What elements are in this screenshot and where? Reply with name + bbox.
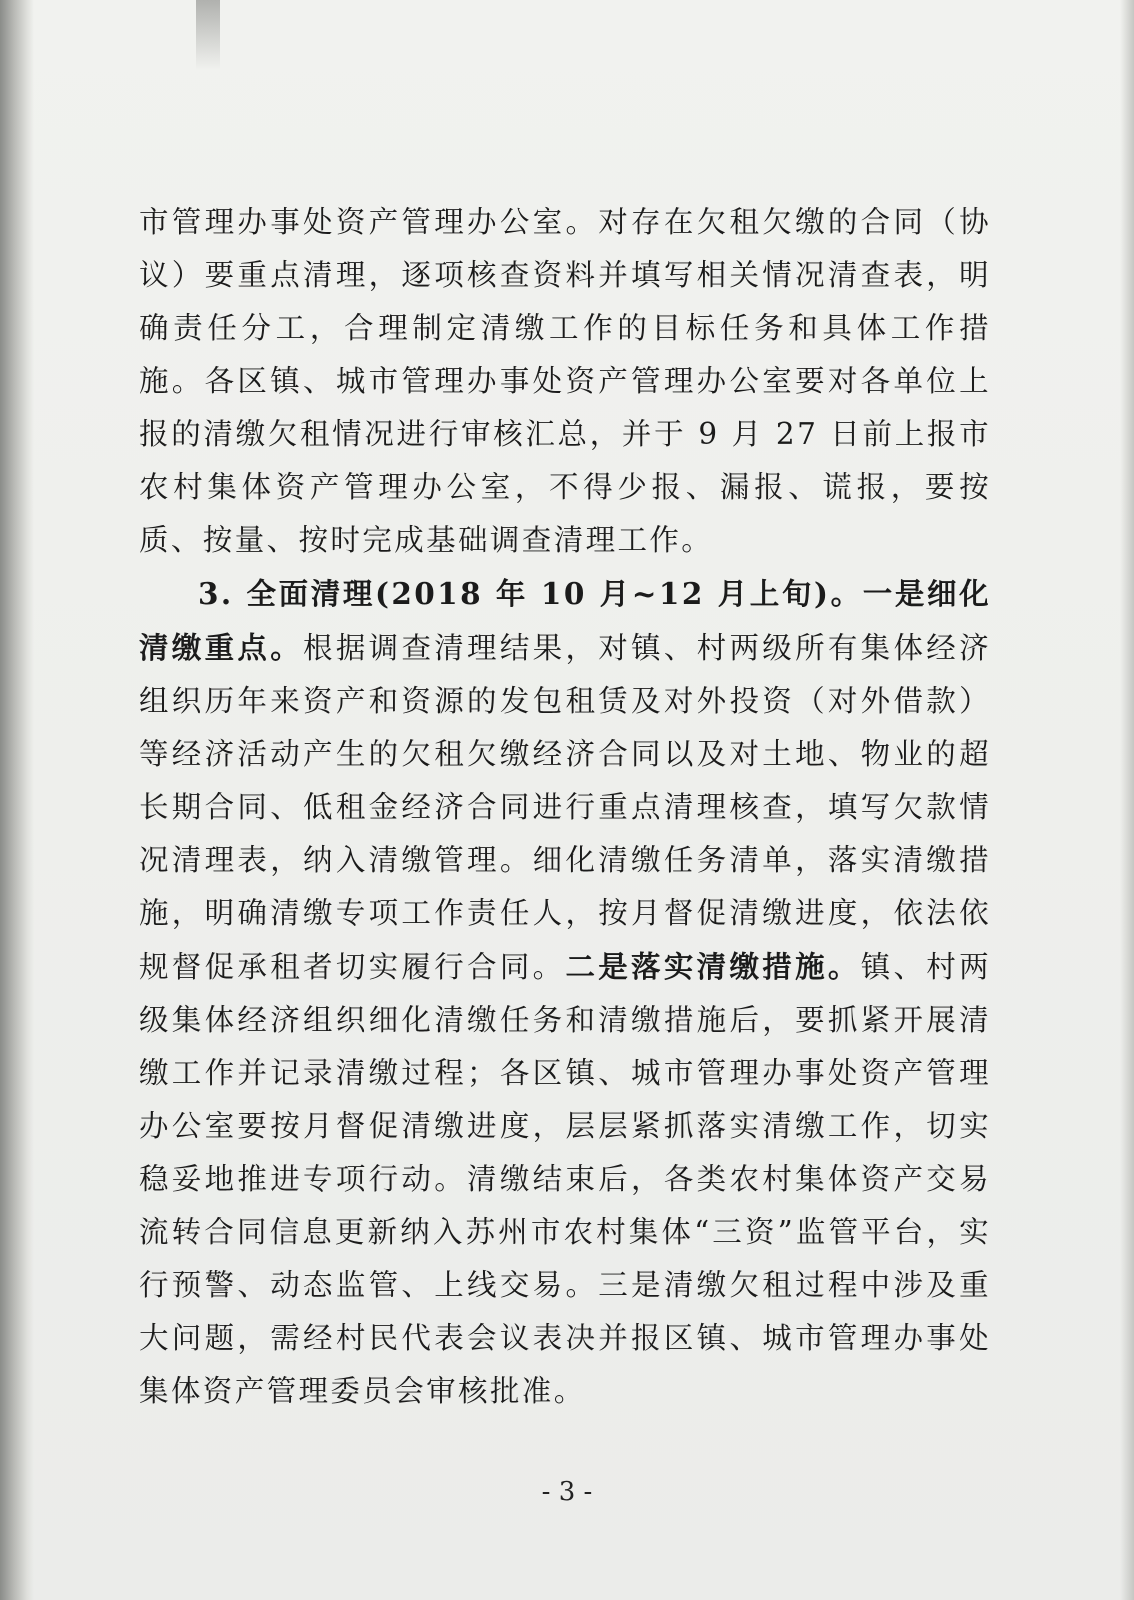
paragraph-full-cleanup bbox=[139, 567, 991, 1418]
section-heading: 3. 全面清理(2018 年 10 月~12 月上旬)。 bbox=[198, 576, 863, 611]
scan-shadow-left bbox=[0, 0, 34, 1600]
point-1-text: 根据调查清理结果，对镇、村两级所有集体经济组织历年来资产和资源的发包租赁及对外投资（对外借款）等经济活动产生的欠租欠缴经济合同以及对土地、物业的超长期合同、低租金经济合同进行重点清理核查，填写欠款情况清理表，纳入清缴管理。细化清缴任务清单，落实清缴措施，明确清缴专项工作责任人，按月督促清缴进度，依法依规督促承租者切实履行合同。 bbox=[139, 631, 991, 984]
point-3-text: 三是清缴欠租过程中涉及重大问题，需经村民代表会议表决并报区镇、城市管理办事处集体资产管理委员会审核批准。 bbox=[139, 1268, 991, 1408]
scan-shadow-right bbox=[1120, 0, 1134, 1600]
page-number: - 3 - bbox=[541, 1477, 593, 1507]
point-2-text: 镇、村两级集体经济组织细化清缴任务和清缴措施后，要抓紧开展清缴工作并记录清缴过程；各区镇、城市管理办事处资产管理办公室要按月督促清缴进度，层层紧抓落实清缴工作，切实稳妥地推进专项行动。清缴结束后，各类农村集体资产交易流转合同信息更新纳入苏州市农村集体“三资”监管平台，实行预警、动态监管、上线交易。 bbox=[139, 950, 991, 1302]
document-body bbox=[139, 196, 991, 1418]
point-2-lead: 二是落实清缴措施。 bbox=[565, 949, 861, 984]
paragraph-continuation: 市管理办事处资产管理办公室。对存在欠租欠缴的合同（协议）要重点清理，逐项核查资料并填写相关情况清查表，明确责任分工，合理制定清缴工作的目标任务和具体工作措施。各区镇、城市管理办事处资产管理办公室要对各单位上报的清缴欠租情况进行审核汇总，并于 9 月 27 日前上报市农村集体资产管理办公室，不得少报、漏报、谎报，要按质、按量、按时完成基础调查清理工作。 bbox=[139, 205, 991, 557]
scan-shadow-top bbox=[196, 0, 220, 70]
point-1-lead: 一是细化清缴重点。 bbox=[139, 576, 991, 665]
